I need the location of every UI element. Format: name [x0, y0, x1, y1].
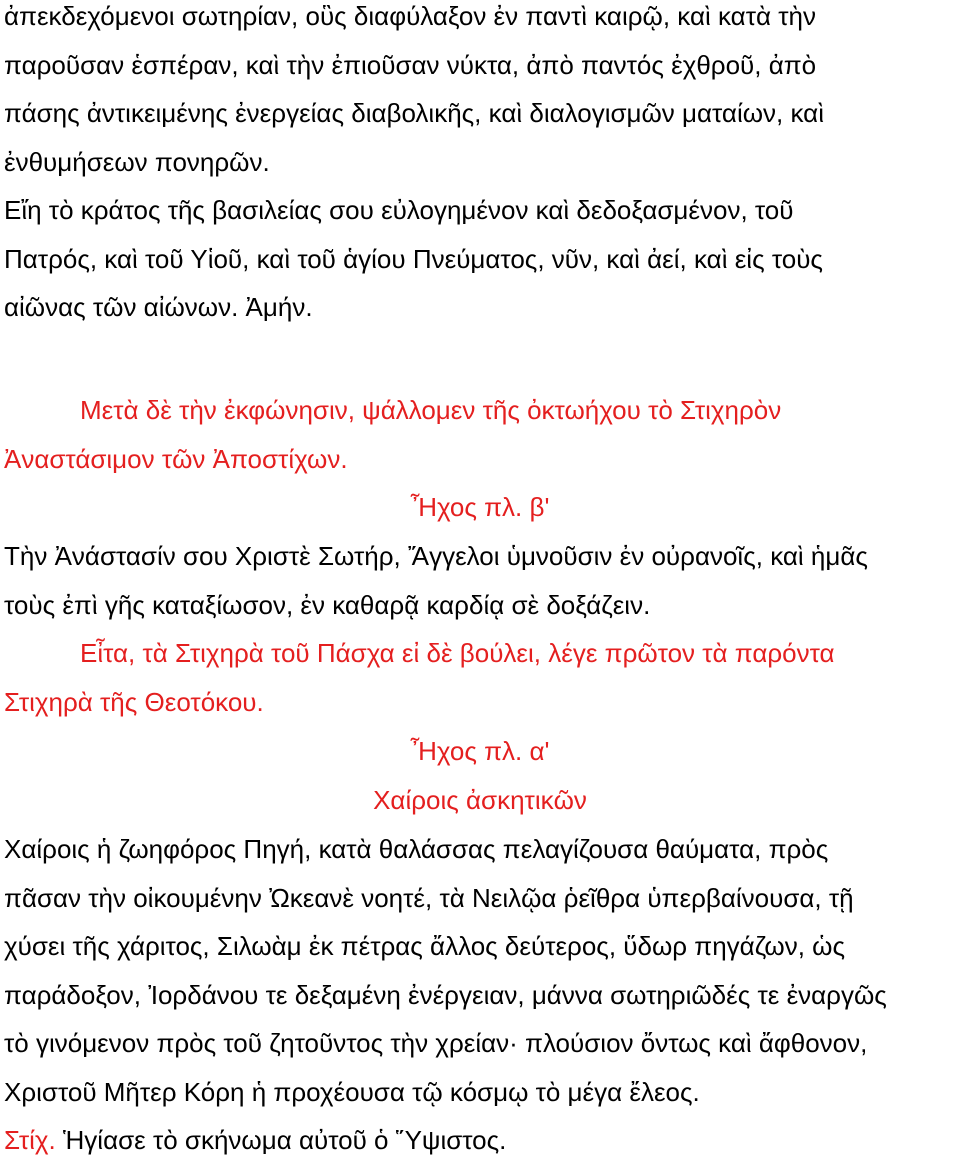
rubric-line: Ἀναστάσιμον τῶν Ἀποστίχων.	[4, 443, 348, 474]
tone-heading-pl2: Ἦχος πλ. β'	[410, 492, 550, 522]
text-line: τὸ γινόμενον πρὸς τοῦ ζητοῦντος τὴν χρείαν· πλούσιον ὄντως καὶ ἄφθονον,	[4, 1028, 868, 1058]
doxology-paragraph	[4, 186, 823, 332]
text-line: Πατρός, καὶ τοῦ Υἱοῦ, καὶ τοῦ ἁγίου Πνεύματος, νῦν, καὶ ἀεί, καὶ εἰς τοὺς	[4, 243, 823, 274]
theotokion-hymn	[4, 825, 887, 1116]
tone-heading-pl1: Ἦχος πλ. α'	[410, 736, 550, 766]
rubric-pascha	[4, 629, 835, 726]
text-line: Χαίροις ἡ ζωηφόρος Πηγή, κατὰ θαλάσσας πελαγίζουσα θαύματα, πρὸς	[4, 834, 829, 864]
text-line: Τὴν Ἀνάστασίν σου Χριστὲ Σωτήρ, Ἄγγελοι ὑμνοῦσιν ἐν οὐρανοῖς, καὶ ἡμᾶς	[4, 541, 868, 571]
text-line: πάσης ἀντικειμένης ἐνεργείας διαβολικῆς, καὶ διαλογισμῶν ματαίων, καὶ	[4, 98, 824, 128]
prayer-conclusion	[4, 0, 824, 186]
rubric-aposticha	[4, 386, 781, 483]
rubric-line: Στιχηρὰ τῆς Θεοτόκου.	[4, 686, 264, 717]
verse-text: Ἡγίασε τὸ σκήνωμα αὐτοῦ ὁ Ὕψιστος.	[55, 1125, 507, 1155]
text-line: αἰῶνας τῶν αἰώνων. Ἀμήν.	[4, 292, 313, 322]
text-line: χύσει τῆς χάριτος, Σιλωὰμ ἐκ πέτρας ἄλλος δεύτερος, ὕδωρ πηγάζων, ὡς	[4, 931, 846, 961]
text-line: πᾶσαν τὴν οἰκουμένην Ὠκεανὲ νοητέ, τὰ Νειλῷα ῥεῖθρα ὑπερβαίνουσα, τῇ	[4, 882, 854, 913]
text-line: Χριστοῦ Μῆτερ Κόρη ἡ προχέουσα τῷ κόσμῳ τὸ μέγα ἔλεος.	[4, 1076, 700, 1107]
rubric-line: Μετὰ δὲ τὴν ἐκφώνησιν, ψάλλομεν τῆς ὀκτωήχου τὸ Στιχηρὸν	[80, 395, 782, 425]
text-line: ἀπεκδεχόμενοι σωτηρίαν, οὓς διαφύλαξον ἐν παντὶ καιρῷ, καὶ κατὰ τὴν	[4, 1, 816, 31]
text-line: παροῦσαν ἑσπέραν, καὶ τὴν ἐπιοῦσαν νύκτα, ἀπὸ παντός ἐχθροῦ, ἀπὸ	[4, 49, 817, 80]
verse-line	[4, 1116, 506, 1165]
text-line: Εἴη τὸ κράτος τῆς βασιλείας σου εὐλογημένον καὶ δεδοξασμένον, τοῦ	[4, 195, 794, 225]
text-line: παράδοξον, Ἰορδάνου τε δεξαμένη ἐνέργειαν, μάννα σωτηριῶδές τε ἐναργῶς	[4, 979, 887, 1010]
rubric-line: Εἶτα, τὰ Στιχηρὰ τοῦ Πάσχα εἰ δὲ βούλει, λέγε πρῶτον τὰ παρόντα	[80, 638, 835, 668]
melody-heading: Χαίροις ἀσκητικῶν	[373, 785, 587, 815]
text-line: ἐνθυμήσεων πονηρῶν.	[4, 146, 270, 177]
resurrection-hymn	[4, 532, 868, 629]
text-line: τοὺς ἐπὶ γῆς καταξίωσον, ἐν καθαρᾷ καρδίᾳ σὲ δοξάζειν.	[4, 589, 651, 620]
verse-label: Στίχ.	[4, 1125, 56, 1155]
